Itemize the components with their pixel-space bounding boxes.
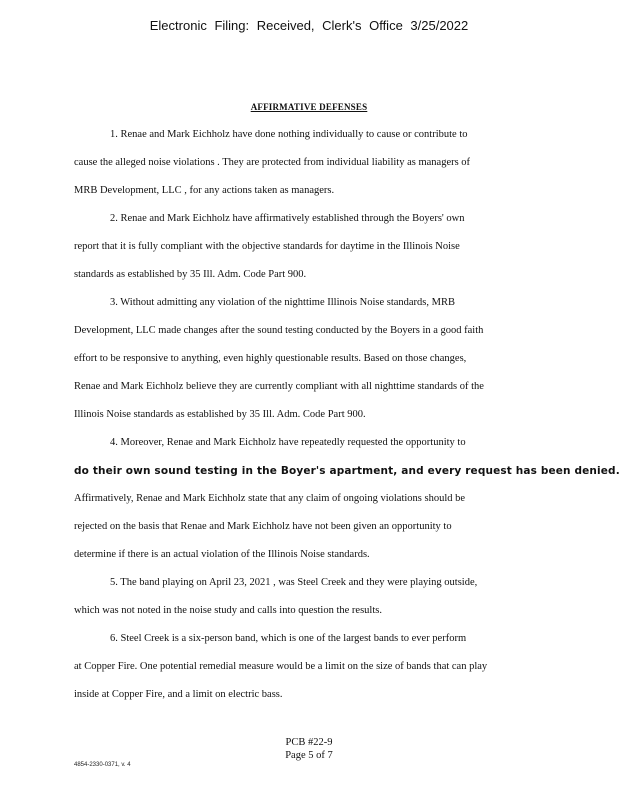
document-body	[74, 124, 620, 712]
case-number: PCB #22-9	[285, 737, 333, 748]
paragraph-5-line-1: 5. The band playing on April 23, 2021 , was Steel Creek and they were playing outside,	[110, 577, 478, 588]
paragraph-6-line-3: inside at Copper Fire, and a limit on electric bass.	[74, 689, 283, 700]
paragraph-2-line-3: standards as established by 35 Ill. Adm. Code Part 900.	[74, 269, 307, 280]
paragraph-4-line-5: determine if there is an actual violation of the Illinois Noise standards.	[74, 549, 370, 560]
paragraph-5-line-2: which was not noted in the noise study and calls into question the results.	[74, 605, 382, 616]
paragraph-2-line-1: 2. Renae and Mark Eichholz have affirmatively established through the Boyers' own	[110, 213, 465, 224]
paragraph-2-line-2: report that it is fully compliant with the objective standards for daytime in the Illinois Noise	[74, 241, 460, 252]
document-id: 4854-2330-0371, v. 4	[74, 762, 131, 768]
paragraph-1-line-2: cause the alleged noise violations . They are protected from individual liability as managers of	[74, 157, 471, 168]
paragraph-4-line-1: 4. Moreover, Renae and Mark Eichholz have repeatedly requested the opportunity to	[110, 437, 466, 448]
section-title: AFFIRMATIVE DEFENSES	[250, 102, 368, 112]
paragraph-1-line-1: 1. Renae and Mark Eichholz have done nothing individually to cause or contribute to	[110, 129, 468, 140]
paragraph-3-line-3: effort to be responsive to anything, even highly questionable results. Based on those changes,	[74, 353, 467, 364]
paragraph-4-line-4: rejected on the basis that Renae and Mark Eichholz have not been given an opportunity to	[74, 521, 452, 532]
paragraph-3-line-2: Development, LLC made changes after the sound testing conducted by the Boyers in a good faith	[74, 325, 484, 336]
paragraph-6-line-2: at Copper Fire. One potential remedial measure would be a limit on the size of bands that can play	[74, 661, 488, 672]
paragraph-3-line-1: 3. Without admitting any violation of the nighttime Illinois Noise standards, MRB	[110, 297, 455, 308]
paragraph-3-line-5: Illinois Noise standards as established by 35 Ill. Adm. Code Part 900.	[74, 409, 366, 420]
paragraph-1-line-3: MRB Development, LLC , for any actions taken as managers.	[74, 185, 335, 196]
paragraph-4-line-3: Affirmatively, Renae and Mark Eichholz state that any claim of ongoing violations should be	[74, 493, 466, 504]
paragraph-3-line-4: Renae and Mark Eichholz believe they are currently compliant with all nighttime standards of the	[74, 381, 484, 392]
page-footer	[0, 736, 618, 762]
filing-stamp: Electronic Filing: Received, Clerk's Office 3/25/2022	[149, 18, 469, 33]
paragraph-4-line-2: do their own sound testing in the Boyer's apartment, and every request has been denied.	[74, 465, 620, 477]
page-number: Page 5 of 7	[285, 750, 333, 761]
paragraph-6-line-1: 6. Steel Creek is a six-person band, which is one of the largest bands to ever perform	[110, 633, 467, 644]
